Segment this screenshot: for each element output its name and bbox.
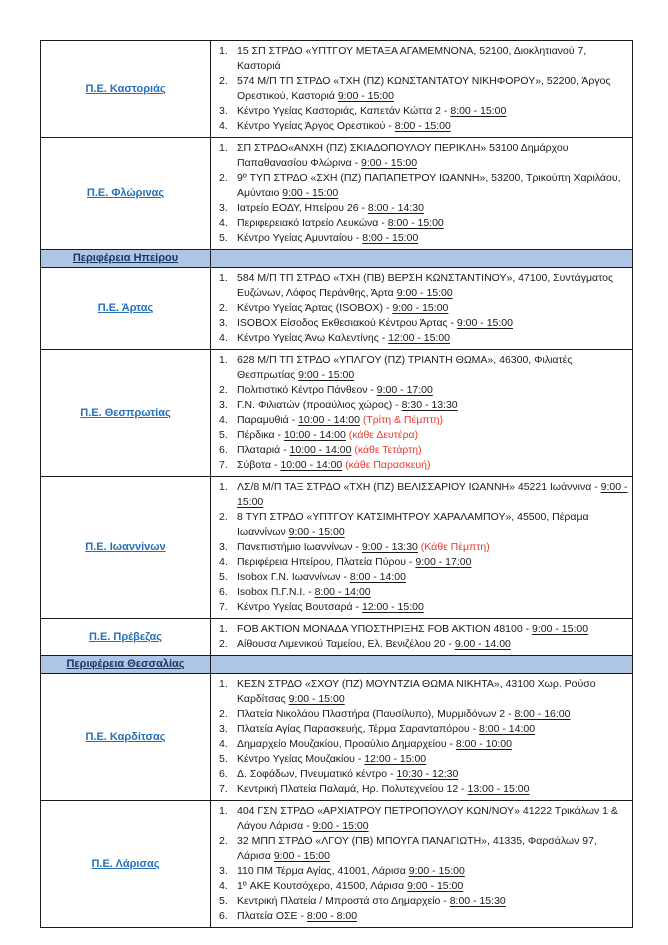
site-item-body	[237, 782, 628, 797]
site-item-text: Κέντρο Υγείας Αμυνταίου -	[237, 232, 360, 244]
site-item	[215, 722, 628, 737]
site-item-number: 1.	[219, 481, 228, 493]
site-item-text: ΣΠ ΣΤΡΔΟ«ΑΝΧΗ (ΠΖ) ΣΚΙΑΔΟΠΟΥΛΟΥ ΠΕΡΙΚΛΗ» 53100 Δημάρχου Παπαθανασίου Φλώρινα -	[237, 142, 569, 169]
site-item-hours: 10:00 - 14:00	[289, 444, 352, 456]
site-item-number: 7.	[219, 601, 228, 613]
site-item-hours: 8:00 - 14:00	[349, 571, 406, 583]
site-item-number: 5.	[219, 571, 228, 583]
region-link[interactable]: Π.Ε. Πρέβεζας	[88, 630, 163, 643]
site-item-hours: 9:00 - 15:00	[392, 302, 449, 314]
site-item-text: FOB AKTION ΜΟΝΑΔΑ ΥΠΟΣΤΗΡΙΞΗΣ FOB AKTION 48100 -	[237, 623, 530, 635]
site-item-body	[237, 570, 628, 585]
site-item-body	[237, 331, 628, 346]
site-item-body	[237, 622, 628, 637]
site-item-text: Κέντρο Υγείας Καστοριάς, Καπετάν Κώττα 2 -	[237, 105, 448, 117]
site-item-number: 3.	[219, 399, 228, 411]
site-item	[215, 316, 628, 331]
site-item-body	[237, 752, 628, 767]
site-item-hours: 10:00 - 14:00	[280, 459, 343, 471]
section-header-row	[41, 656, 633, 674]
site-item-hours: 8:00 - 15:30	[449, 895, 506, 907]
sites-list	[215, 622, 628, 652]
sites-list-cell	[211, 268, 633, 350]
site-item-hours: 9:00 - 15:00	[407, 880, 464, 892]
site-item-text: Πλατεία ΟΣΕ -	[237, 910, 304, 922]
site-item-number: 3.	[219, 202, 228, 214]
site-item-hours: 8:00 - 14:00	[314, 586, 371, 598]
site-item-body	[237, 879, 628, 894]
site-item-body	[237, 141, 628, 171]
site-item-number: 3.	[219, 723, 228, 735]
site-item-hours: 9:00 - 15:00	[288, 526, 345, 538]
region-name-cell	[41, 268, 211, 350]
site-item-text: Κεντρική Πλατεία Παλαμά, Ηρ. Πολυτεχνείου 12 -	[237, 783, 465, 795]
site-item-number: 4.	[219, 332, 228, 344]
site-item-number: 3.	[219, 105, 228, 117]
section-header-cell	[41, 656, 211, 674]
site-item-body	[237, 353, 628, 383]
site-item-number: 4.	[219, 217, 228, 229]
site-item	[215, 752, 628, 767]
site-item-number: 7.	[219, 783, 228, 795]
region-link[interactable]: Π.Ε. Θεσπρωτίας	[80, 406, 171, 419]
site-item	[215, 171, 628, 201]
section-header-cell	[41, 250, 211, 268]
site-item-number: 1.	[219, 678, 228, 690]
site-item-number: 1.	[219, 805, 228, 817]
site-item-hours: 9:00 - 15:00	[237, 481, 628, 508]
site-item-body	[237, 480, 628, 510]
section-header-label: Περιφέρεια Θεσσαλίας	[66, 658, 185, 670]
site-item-text: 584 Μ/Π ΤΠ ΣΤΡΔΟ «ΤΧΗ (ΠΒ) ΒΕΡΣΗ ΚΩΝΣΤΑΝΤΙΝΟΥ», 47100, Συντάγματος Ευζώνων, Λόφος Περάνθης, Άρτα	[237, 272, 614, 299]
site-item	[215, 428, 628, 443]
site-item-text: Πλατεία Νικολάου Πλαστήρα (Παυσίλυπο), Μυρμιδόνων 2 -	[237, 708, 512, 720]
site-item-body	[237, 555, 628, 570]
region-name-cell	[41, 41, 211, 138]
site-item	[215, 510, 628, 540]
site-item-number: 2.	[219, 302, 228, 314]
sites-list	[215, 271, 628, 346]
site-item-body	[237, 894, 628, 909]
site-item-body	[237, 510, 628, 540]
site-item-hours: 10:00 - 14:00	[283, 429, 346, 441]
site-item-hours: 13:00 - 15:00	[467, 783, 530, 795]
region-link[interactable]: Π.Ε. Λάρισας	[91, 857, 160, 870]
site-item-text: Αίθουσα Λιμενικού Ταμείου, Ελ. Βενιζέλου 20 -	[237, 638, 452, 650]
site-item-number: 2.	[219, 638, 228, 650]
section-header-row	[41, 250, 633, 268]
site-item-body	[237, 301, 628, 316]
site-item-number: 3.	[219, 317, 228, 329]
section-header-label: Περιφέρεια Ηπείρου	[72, 252, 179, 264]
site-item-number: 2.	[219, 75, 228, 87]
site-item-body	[237, 316, 628, 331]
site-item-text: 574 Μ/Π ΤΠ ΣΤΡΔΟ «ΤΧΗ (ΠΖ) ΚΩΝΣΤΑΝΤΑΤΟΥ ΝΙΚΗΦΟΡΟΥ», 52200, Άργος Ορεστικού, Καστοριά	[237, 75, 611, 102]
site-item-body	[237, 104, 628, 119]
site-item-text: Δ. Σοφάδων, Πνευματικό κέντρο -	[237, 768, 394, 780]
site-item-text: Σύβοτα -	[237, 459, 278, 471]
site-item	[215, 141, 628, 171]
site-item-text: Περιφερειακό Ιατρείο Λευκώνα -	[237, 217, 385, 229]
site-item-text: Παραμυθιά -	[237, 414, 296, 426]
site-item	[215, 585, 628, 600]
vaccination-sites-table	[40, 40, 633, 928]
site-item-hours: 9:00 - 13:30	[361, 541, 418, 553]
site-item-hours: 12:00 - 15:00	[361, 601, 424, 613]
site-item-hours: 9:00 - 15:00	[337, 90, 394, 102]
section-header-empty-cell	[211, 250, 633, 268]
site-item-number: 5.	[219, 753, 228, 765]
site-item-day-note: (κάθε Παρασκευή)	[345, 459, 431, 471]
site-item-hours: 9:00 - 15:00	[408, 865, 465, 877]
site-item-text: 1º ΑΚΕ Κουτσόχερο, 41500, Λάρισα	[237, 880, 405, 892]
site-item-number: 5.	[219, 232, 228, 244]
site-item-text: ISOBOX Είσοδος Εκθεσιακού Κέντρου Άρτας -	[237, 317, 454, 329]
site-item-text: Πολιτιστικό Κέντρο Πάνθεον -	[237, 384, 374, 396]
site-item-hours: 8:00 - 14:30	[367, 202, 424, 214]
site-item-text: 404 ΓΣΝ ΣΤΡΔΟ «ΑΡΧΙΑΤΡΟΥ ΠΕΤΡΟΠΟΥΛΟΥ ΚΩΝ/ΝΟΥ» 41222 Τρικάλων 1 & Λάγου Λάρισα -	[237, 805, 618, 832]
region-row	[41, 138, 633, 250]
site-item-number: 6.	[219, 586, 228, 598]
region-name-cell	[41, 350, 211, 477]
site-item-body	[237, 804, 628, 834]
site-item	[215, 894, 628, 909]
region-name-cell	[41, 619, 211, 656]
site-item-text: Κέντρο Υγείας Βουτσαρά -	[237, 601, 360, 613]
region-row	[41, 477, 633, 619]
site-item-day-note: (Τρίτη & Πέμπτη)	[362, 414, 443, 426]
site-item-text: 9º ΤΥΠ ΣΤΡΔΟ «ΣΧΗ (ΠΖ) ΠΑΠΑΠΕΤΡΟΥ ΙΩΑΝΝΗ», 53200, Τρικούπη Χαριλάου, Αμύνταιο	[237, 172, 621, 199]
site-item-hours: 9:00 - 15:00	[288, 693, 345, 705]
site-item-hours: 8:00 - 8:00	[306, 910, 358, 922]
sites-list	[215, 480, 628, 615]
site-item-text: Κέντρο Υγείας Άνω Καλεντίνης -	[237, 332, 386, 344]
site-item	[215, 398, 628, 413]
site-item	[215, 104, 628, 119]
region-row	[41, 350, 633, 477]
site-item-hours: 8:00 - 10:00	[455, 738, 512, 750]
site-item-text: Περιφέρεια Ηπείρου, Πλατεία Πύρου -	[237, 556, 413, 568]
site-item-number: 6.	[219, 444, 228, 456]
site-item-hours: 8:00 - 14:00	[479, 723, 536, 735]
site-item-number: 2.	[219, 835, 228, 847]
site-item-text: Isobox Π.Γ.Ν.Ι. -	[237, 586, 312, 598]
site-item-text: 110 ΠΜ Τέρμα Αγίας, 41001, Λάρισα	[237, 865, 406, 877]
site-item-number: 1.	[219, 45, 228, 57]
site-item	[215, 540, 628, 555]
site-item-hours: 8:00 - 15:00	[362, 232, 419, 244]
site-item-hours: 12:00 - 15:00	[388, 332, 451, 344]
site-item-hours: 9:00 - 15:00	[273, 850, 330, 862]
site-item-hours: 8:00 - 15:00	[387, 217, 444, 229]
site-item	[215, 570, 628, 585]
site-item	[215, 119, 628, 134]
site-item-number: 6.	[219, 768, 228, 780]
region-link[interactable]: Π.Ε. Ιωαννίνων	[85, 541, 166, 553]
sites-list-cell	[211, 41, 633, 138]
sites-list-cell	[211, 801, 633, 928]
site-item	[215, 201, 628, 216]
site-item	[215, 443, 628, 458]
site-item-number: 2.	[219, 172, 228, 184]
site-item-day-note: (κάθε Τετάρτη)	[354, 444, 422, 456]
site-item	[215, 331, 628, 346]
site-item-number: 2.	[219, 511, 228, 523]
site-item	[215, 458, 628, 473]
region-link[interactable]: Π.Ε. Καστοριάς	[85, 82, 166, 95]
site-item-text: Πέρδικα -	[237, 429, 282, 441]
site-item-hours: 8:00 - 16:00	[514, 708, 571, 720]
section-header-empty-cell	[211, 656, 633, 674]
site-item-text: 15 ΣΠ ΣΤΡΔΟ «ΥΠΤΓΟΥ ΜΕΤΑΞΑ ΑΓΑΜΕΜΝΟΝΑ, 52100, Διοκλητιανού 7, Καστοριά	[237, 45, 587, 72]
site-item	[215, 44, 628, 74]
site-item-hours: 8:30 - 13:30	[401, 399, 458, 411]
site-item-number: 1.	[219, 623, 228, 635]
site-item-body	[237, 540, 628, 555]
region-name-cell	[41, 674, 211, 801]
site-item-hours: 9:00 - 15:00	[396, 287, 453, 299]
region-link[interactable]: Π.Ε. Άρτας	[97, 302, 154, 314]
site-item	[215, 804, 628, 834]
site-item	[215, 600, 628, 615]
site-item-number: 1.	[219, 272, 228, 284]
site-item-body	[237, 637, 628, 652]
site-item-body	[237, 271, 628, 301]
site-item-text: Δημαρχείο Μουζακίου, Προαύλιο Δημαρχείου -	[237, 738, 453, 750]
sites-list-cell	[211, 674, 633, 801]
site-item-text: Κεντρική Πλατεία / Μπροστά στο Δημαρχείο -	[237, 895, 447, 907]
site-item-body	[237, 909, 628, 924]
region-name-cell	[41, 477, 211, 619]
sites-list-cell	[211, 350, 633, 477]
site-item-day-note: (Κάθε Πέμπτη)	[420, 541, 490, 553]
sites-list	[215, 141, 628, 246]
sites-list-cell	[211, 138, 633, 250]
site-item-hours: 9:00 - 15:00	[361, 157, 418, 169]
site-item-number: 4.	[219, 120, 228, 132]
site-item-number: 4.	[219, 880, 228, 892]
site-item-number: 1.	[219, 142, 228, 154]
table-body	[41, 41, 633, 928]
site-item-text: 32 ΜΠΠ ΣΤΡΔΟ «ΛΓΟΥ (ΠΒ) ΜΠΟΥΓΑ ΠΑΝΑΓΙΩΤΗ», 41335, Φαρσάλων 97, Λάρισα	[237, 835, 597, 862]
site-item-body	[237, 737, 628, 752]
site-item-body	[237, 413, 628, 428]
site-item-text: Κέντρο Υγείας Μουζακίου -	[237, 753, 362, 765]
site-item-body	[237, 677, 628, 707]
site-item-text: Κέντρο Υγείας Άργος Ορεστικού -	[237, 120, 392, 132]
site-item-text: Ιατρείο ΕΟΔΥ, Ηπείρου 26 -	[237, 202, 365, 214]
site-item-hours: 12:00 - 15:00	[364, 753, 427, 765]
site-item-body	[237, 864, 628, 879]
site-item-text: 628 Μ/Π ΤΠ ΣΤΡΔΟ «ΥΠΛΓΟΥ (ΠΖ) ΤΡΙΑΝΤΗ ΘΩΜΑ», 46300, Φιλιατές Θεσπρωτίας	[237, 354, 573, 381]
region-link[interactable]: Π.Ε. Φλώρινας	[86, 187, 165, 199]
site-item	[215, 834, 628, 864]
site-item	[215, 555, 628, 570]
site-item-number: 5.	[219, 895, 228, 907]
site-item-body	[237, 171, 628, 201]
site-item-day-note: (κάθε Δευτέρα)	[348, 429, 419, 441]
site-item	[215, 782, 628, 797]
site-item	[215, 216, 628, 231]
site-item-body	[237, 767, 628, 782]
site-item-hours: 9:00 - 17:00	[415, 556, 472, 568]
site-item	[215, 74, 628, 104]
site-item-number: 1.	[219, 354, 228, 366]
site-item-hours: 9:00 - 15:00	[298, 369, 355, 381]
site-item-body	[237, 585, 628, 600]
site-item-body	[237, 428, 628, 443]
site-item-number: 5.	[219, 429, 228, 441]
site-item	[215, 271, 628, 301]
site-item-hours: 10:30 - 12:30	[396, 768, 459, 780]
site-item-body	[237, 119, 628, 134]
site-item	[215, 353, 628, 383]
sites-list	[215, 804, 628, 924]
site-item-number: 4.	[219, 738, 228, 750]
site-item	[215, 637, 628, 652]
sites-list-cell	[211, 619, 633, 656]
site-item	[215, 767, 628, 782]
site-item-body	[237, 216, 628, 231]
site-item	[215, 864, 628, 879]
site-item-number: 2.	[219, 708, 228, 720]
site-item-text: Πλαταριά -	[237, 444, 287, 456]
site-item-number: 7.	[219, 459, 228, 471]
site-item-body	[237, 458, 628, 473]
site-item-body	[237, 834, 628, 864]
site-item-text: Πανεπιστήμιο Ιωαννίνων -	[237, 541, 359, 553]
region-row	[41, 801, 633, 928]
site-item-number: 4.	[219, 556, 228, 568]
site-item	[215, 677, 628, 707]
site-item-text: ΚΕΣΝ ΣΤΡΔΟ «ΣΧΟΥ (ΠΖ) ΜΟΥΝΤΖΙΑ ΘΩΜΑ ΝΙΚΗΤΑ», 43100 Χωρ. Ρούσο Καρδίτσας	[237, 678, 596, 705]
site-item-number: 3.	[219, 865, 228, 877]
region-row	[41, 619, 633, 656]
site-item-hours: 9:00 - 15:00	[456, 317, 513, 329]
site-item-text: Κέντρο Υγείας Άρτας (ISOBOX) -	[237, 302, 390, 314]
site-item-body	[237, 398, 628, 413]
site-item-text: Γ.Ν. Φιλιατών (προαύλιος χώρος) -	[237, 399, 399, 411]
site-item-body	[237, 722, 628, 737]
site-item-number: 2.	[219, 384, 228, 396]
site-item-hours: 9:00 - 15:00	[532, 623, 589, 635]
site-item-hours: 9:00 - 15:00	[282, 187, 339, 199]
site-item	[215, 622, 628, 637]
region-name-cell	[41, 138, 211, 250]
site-item-body	[237, 74, 628, 104]
site-item-number: 6.	[219, 910, 228, 922]
site-item-hours: 9:00 - 17:00	[376, 384, 433, 396]
site-item-body	[237, 231, 628, 246]
site-item-hours: 9:00 - 15:00	[312, 820, 369, 832]
site-item-text: ΛΣ/8 Μ/Π ΤΑΞ ΣΤΡΔΟ «ΤΧΗ (ΠΖ) ΒΕΛΙΣΣΑΡΙΟΥ ΙΩΑΝΝΗ» 45221 Ιωάννινα -	[237, 481, 598, 493]
site-item-text: Πλατεία Αγίας Παρασκευής, Τέρμα Σαρανταπόρου -	[237, 723, 477, 735]
sites-list	[215, 44, 628, 134]
site-item-body	[237, 44, 628, 74]
site-item-hours: 8:00 - 15:00	[394, 120, 451, 132]
region-link[interactable]: Π.Ε. Καρδίτσας	[85, 730, 166, 743]
site-item-hours: 8:00 - 15:00	[450, 105, 507, 117]
site-item	[215, 480, 628, 510]
sites-list	[215, 677, 628, 797]
site-item-body	[237, 600, 628, 615]
site-item-hours: 9.00 - 14.00	[454, 638, 511, 650]
region-row	[41, 674, 633, 801]
region-name-cell	[41, 801, 211, 928]
region-row	[41, 268, 633, 350]
sites-list	[215, 353, 628, 473]
site-item	[215, 383, 628, 398]
site-item-text: 8 ΤΥΠ ΣΤΡΔΟ «ΥΠΤΓΟΥ ΚΑΤΣΙΜΗΤΡΟΥ ΧΑΡΑΛΑΜΠΟΥ», 45500, Πέραμα Ιωαννίνων	[237, 511, 589, 538]
site-item	[215, 909, 628, 924]
site-item	[215, 301, 628, 316]
site-item-body	[237, 707, 628, 722]
site-item	[215, 231, 628, 246]
sites-list-cell	[211, 477, 633, 619]
site-item-number: 4.	[219, 414, 228, 426]
site-item	[215, 879, 628, 894]
site-item-body	[237, 443, 628, 458]
site-item	[215, 413, 628, 428]
site-item-body	[237, 201, 628, 216]
site-item	[215, 737, 628, 752]
site-item-body	[237, 383, 628, 398]
site-item-number: 3.	[219, 541, 228, 553]
region-row	[41, 41, 633, 138]
site-item-hours: 10:00 - 14:00	[298, 414, 360, 426]
site-item	[215, 707, 628, 722]
site-item-text: Isobox Γ.Ν. Ιωαννίνων -	[237, 571, 347, 583]
